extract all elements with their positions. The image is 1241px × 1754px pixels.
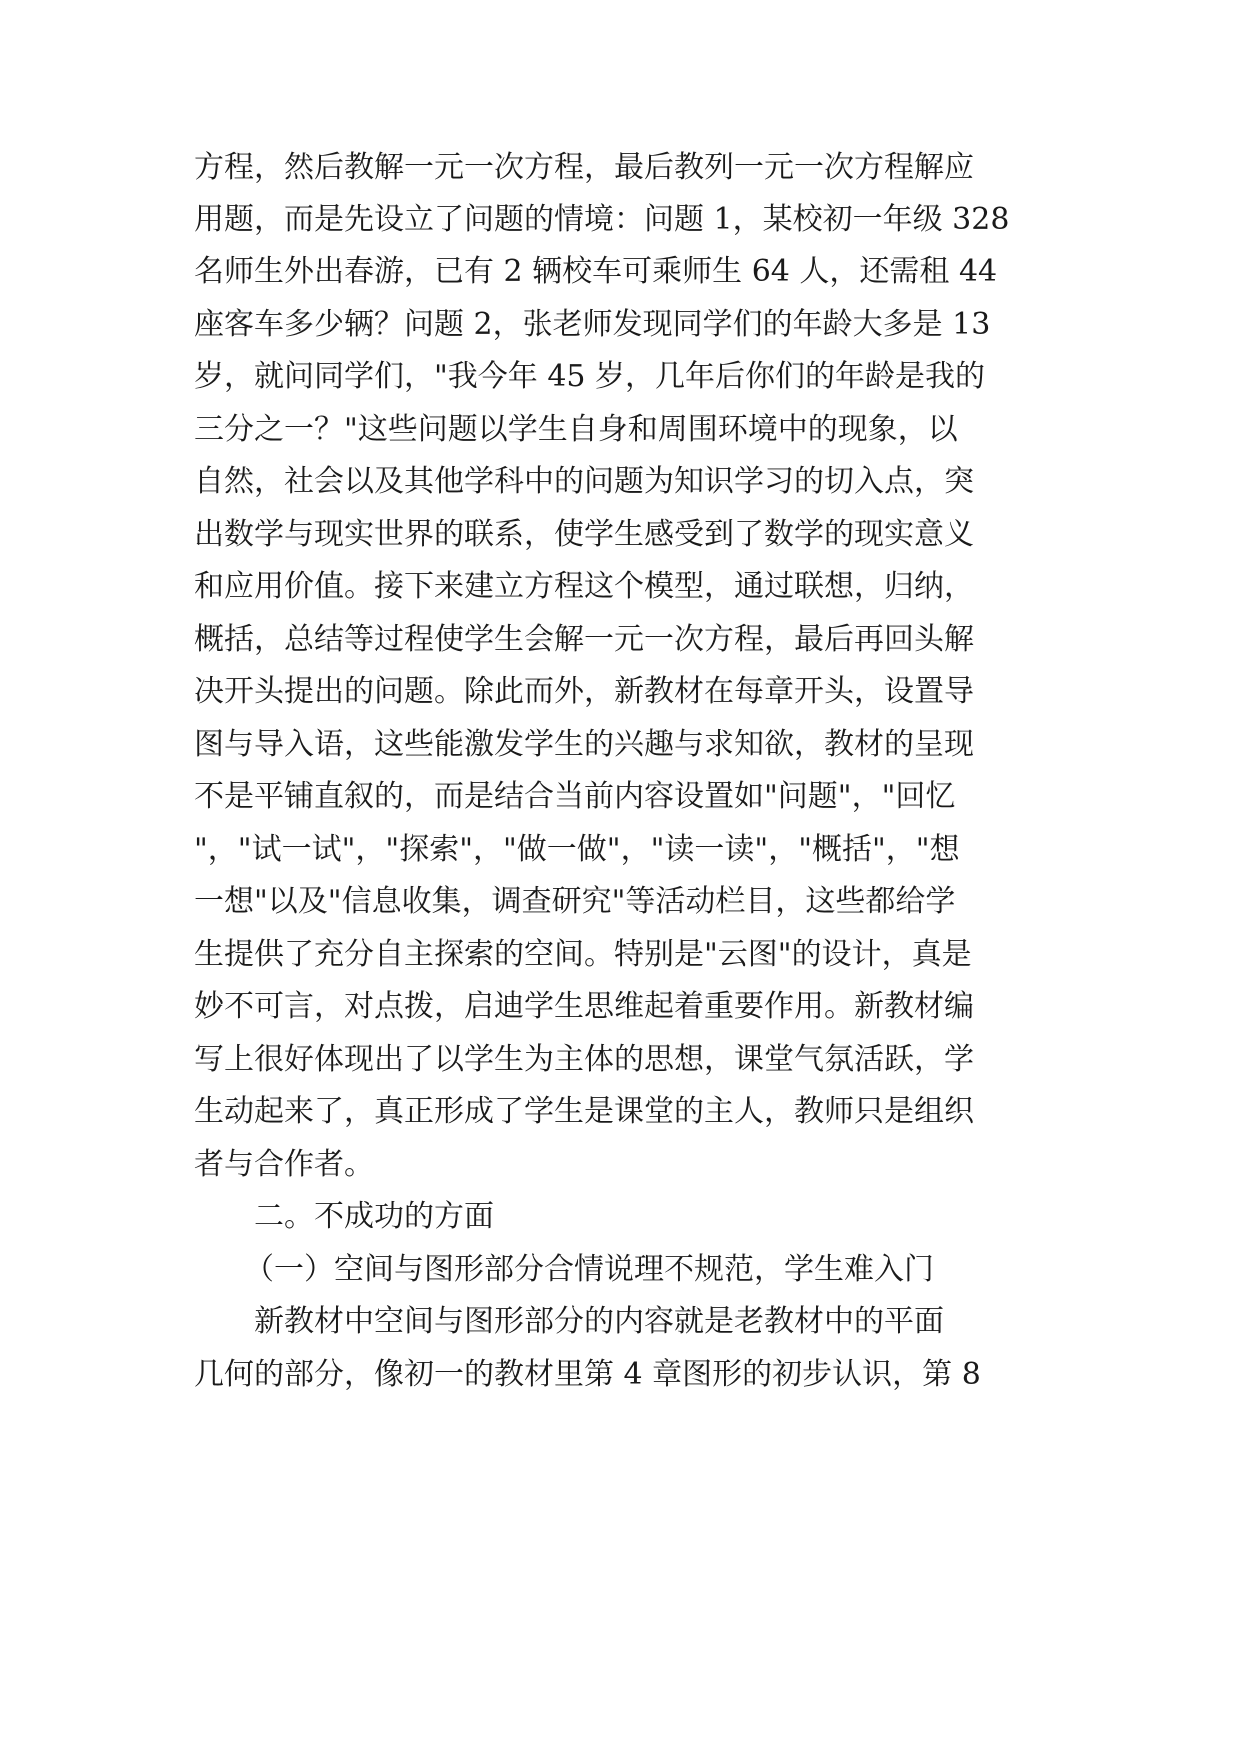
body-text-line: 生提供了充分自主探索的空间。特别是"云图"的设计，真是 — [194, 937, 972, 972]
body-text-line: 名师生外出春游，已有 2 辆校车可乘师生 64 人，还需租 44 — [194, 254, 998, 289]
body-text-line: 图与导入语，这些能激发学生的兴趣与求知欲，教材的呈现 — [194, 727, 974, 762]
body-text-line: 妙不可言，对点拨，启迪学生思维起着重要作用。新教材编 — [194, 989, 974, 1024]
body-text-line: 几何的部分，像初一的教材里第 4 章图形的初步认识，第 8 — [194, 1357, 981, 1392]
body-text-line: "，"试一试"，"探索"，"做一做"，"读一读"，"概括"，"想 — [194, 832, 960, 867]
body-text-line: 和应用价值。接下来建立方程这个模型，通过联想，归纳， — [194, 569, 974, 604]
body-text-line: 概括，总结等过程使学生会解一元一次方程，最后再回头解 — [194, 622, 974, 657]
body-text-line: 新教材中空间与图形部分的内容就是老教材中的平面 — [254, 1304, 944, 1339]
body-text-line: 出数学与现实世界的联系，使学生感受到了数学的现实意义 — [194, 517, 974, 552]
section-heading: 二。不成功的方面 — [254, 1199, 494, 1234]
body-text-line: 决开头提出的问题。除此而外，新教材在每章开头，设置导 — [194, 674, 974, 709]
body-text-line: 生动起来了，真正形成了学生是课堂的主人，教师只是组织 — [194, 1094, 974, 1129]
body-text-line: 用题，而是先设立了问题的情境：问题 1，某校初一年级 328 — [194, 202, 1010, 237]
body-text-line: 写上很好体现出了以学生为主体的思想，课堂气氛活跃，学 — [194, 1042, 974, 1077]
body-text-line: 者与合作者。 — [194, 1147, 374, 1182]
body-text-line: 一想"以及"信息收集，调查研究"等活动栏目，这些都给学 — [194, 884, 956, 919]
body-text-line: 不是平铺直叙的，而是结合当前内容设置如"问题"，"回忆 — [194, 779, 956, 814]
body-text-line: 三分之一？"这些问题以学生自身和周围环境中的现象，以 — [194, 412, 958, 447]
body-text-line: 方程，然后教解一元一次方程，最后教列一元一次方程解应 — [194, 150, 974, 185]
subsection-heading: （一）空间与图形部分合情说理不规范，学生难入门 — [244, 1252, 934, 1287]
body-text-line: 自然，社会以及其他学科中的问题为知识学习的切入点，突 — [194, 464, 974, 499]
body-text-line: 座客车多少辆？问题 2，张老师发现同学们的年龄大多是 13 — [194, 307, 991, 342]
body-text-line: 岁，就问同学们，"我今年 45 岁，几年后你们的年龄是我的 — [194, 359, 986, 394]
